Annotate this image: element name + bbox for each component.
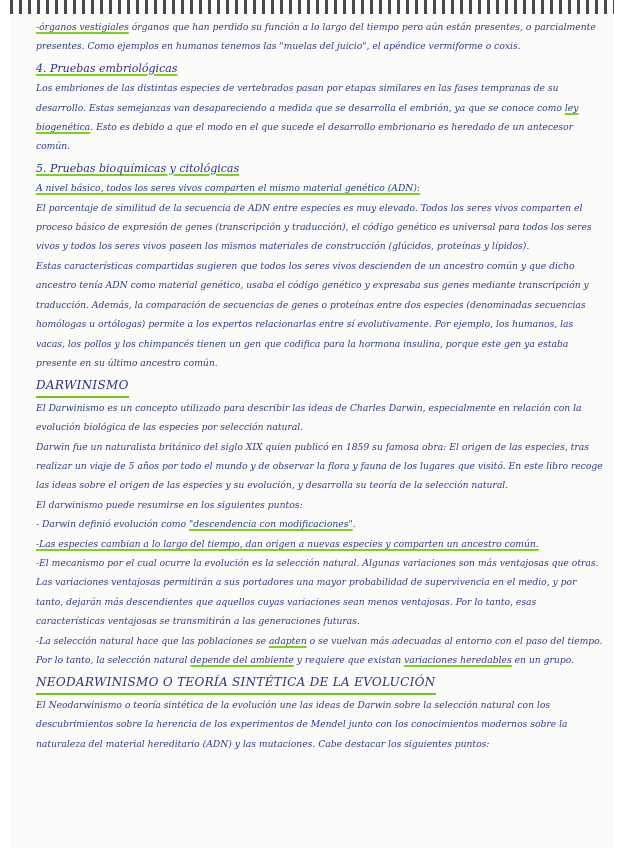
darwinismo-point-4 [36,632,604,671]
darwinismo-point-2: -Las especies cambian a lo largo del tiempo, dan origen a nuevas especies y comparten un ancestro común. [36,538,539,550]
point-4-text-e: y requiere que existan [293,655,405,666]
darwinismo-point-1 [36,515,604,534]
darwinismo-paragraph-3: El darwinismo puede resumirse en los siguientes puntos: [36,499,303,511]
vestigial-organs-text-1: órganos que han perdido su función a lo largo del tiempo pero aún están presentes, [128,22,523,33]
descendencia-term: "descendencia con modificaciones" [188,519,353,531]
section-4-text-c: . Esto es debido a que el modo en el que sucede el desarrollo embrionario es heredado de un antecesor común. [36,122,574,153]
adapten-term: adapten [268,635,307,647]
ley-biogenetica-term: ley biogenética [36,102,579,134]
darwinismo-paragraph-2: Darwin fue un naturalista británico del siglo XIX quien publicó en 1859 su famosa obra: El origen de las especies, tras realizar un viaje de 5 años por todo el mundo y de observar la flora y fauna de los lugares que visitó. En este libro recoge las ideas sobre el origen de las especies y su evolución, y desarrolla su teoría de la selección natural. [36,441,603,492]
neodarwinismo-title: NEODARWINISMO O TEORÍA SINTÉTICA DE LA EVOLUCIÓN [36,673,436,694]
point-4-text-a: -La selección natural hace que las poblaciones se [36,635,269,647]
neodarwinismo-paragraph: El Neodarwinismo o teoría sintética de la evolución une las ideas de Darwin sobre la selección natural con los descubrimientos sobre la herencia de los experimentos de Mendel junto con los conocimientos modernos sobre la naturaleza del material hereditario (ADN) y las mutaciones. Cabe destacar los siguientes puntos: [36,699,568,750]
handwritten-notes [36,18,604,754]
darwinismo-point-3: -El mecanismo por el cual ocurre la evolución es la selección natural. Algunas variaciones son más ventajosas que otras. Las variaciones ventajosas permitirán a sus portadores una mayor probabilidad de supervivencia en el medio, y por tanto, dejarán más descendientes que aquellos cuyas variaciones sean menos ventajosas. Por lo tanto, esas características ventajosas se transmitirán a las generaciones futuras. [36,557,599,628]
notebook-page [10,0,614,848]
section-4-heading: 4. Pruebas embriológicas [36,61,178,75]
ambiente-term: depende del ambiente [190,655,294,666]
variaciones-term: variaciones heredables [404,655,512,666]
darwinismo-title: DARWINISMO [36,376,129,397]
section-5-heading: 5. Pruebas bioquímicas y citológicas [36,161,240,175]
vestigial-organs-text-2: o parcialmente presentes. Como ejemplos en humanos tenemos las "muelas del juicio", el apéndice vermiforme [36,22,596,53]
section-5-intro: A nivel básico, todos los seres vivos comparten el mismo material genético (ADN): [36,183,421,195]
section-5-paragraph-3: Estas características compartidas sugieren que todos los seres vivos descienden de un ancestro común y que dicho ancestro tenía ADN como material genético, usaba el código genético y expresaba sus genes mediante transcripción y traducción. Además, la comparación de secuencias de genes o proteínas entre dos especies (denominadas secuencias homólogas u ortólogas) permite a los expertos relacionarlas entre sí evolutivamente. Por ejemplo, los humanos, las vacas, los pollos y los chimpancés tienen un gen que codifica para la hormona insulina, porque este gen ya estaba presente en su último ancestro común. [36,260,589,369]
point-1-text: - Darwin definió evolución como [36,519,189,531]
vestigial-organs-term: -órganos vestigiales [36,22,129,33]
section-5-paragraph-2: El porcentaje de similitud de la secuencia de ADN entre especies es muy elevado. Todos los seres vivos comparten el proceso básico de expresión de genes (transcripción y traducción), el código genético es universal para todos los seres vivos y todos los seres vivos poseen los mismos materiales de construcción (glúcidos, proteínas y lípidos). [36,202,592,253]
spiral-binding [10,0,614,14]
vestigial-organs-paragraph [36,18,604,57]
vestigial-organs-text-3: o coxis. [485,41,521,53]
section-4-paragraph [36,79,604,157]
section-4-text-a: Los embriones de las distintas especies de vertebrados pasan por etapas similares en las fases tempranas de su desarrollo. Estas semejanzas van desapareciendo a medida que se desarrolla el embrión, ya que se conoce como [36,83,565,114]
point-4-text-c: o se vuelvan más adecuadas al entorno con el paso del tiempo. Por lo tanto, la selección natural [36,635,603,666]
point-1-end: . [352,519,356,531]
point-4-text-g: en un grupo. [511,655,574,666]
darwinismo-paragraph-1: El Darwinismo es un concepto utilizado para describir las ideas de Charles Darwin, especialmente en relación con la evolución biológica de las especies por selección natural. [36,402,582,434]
